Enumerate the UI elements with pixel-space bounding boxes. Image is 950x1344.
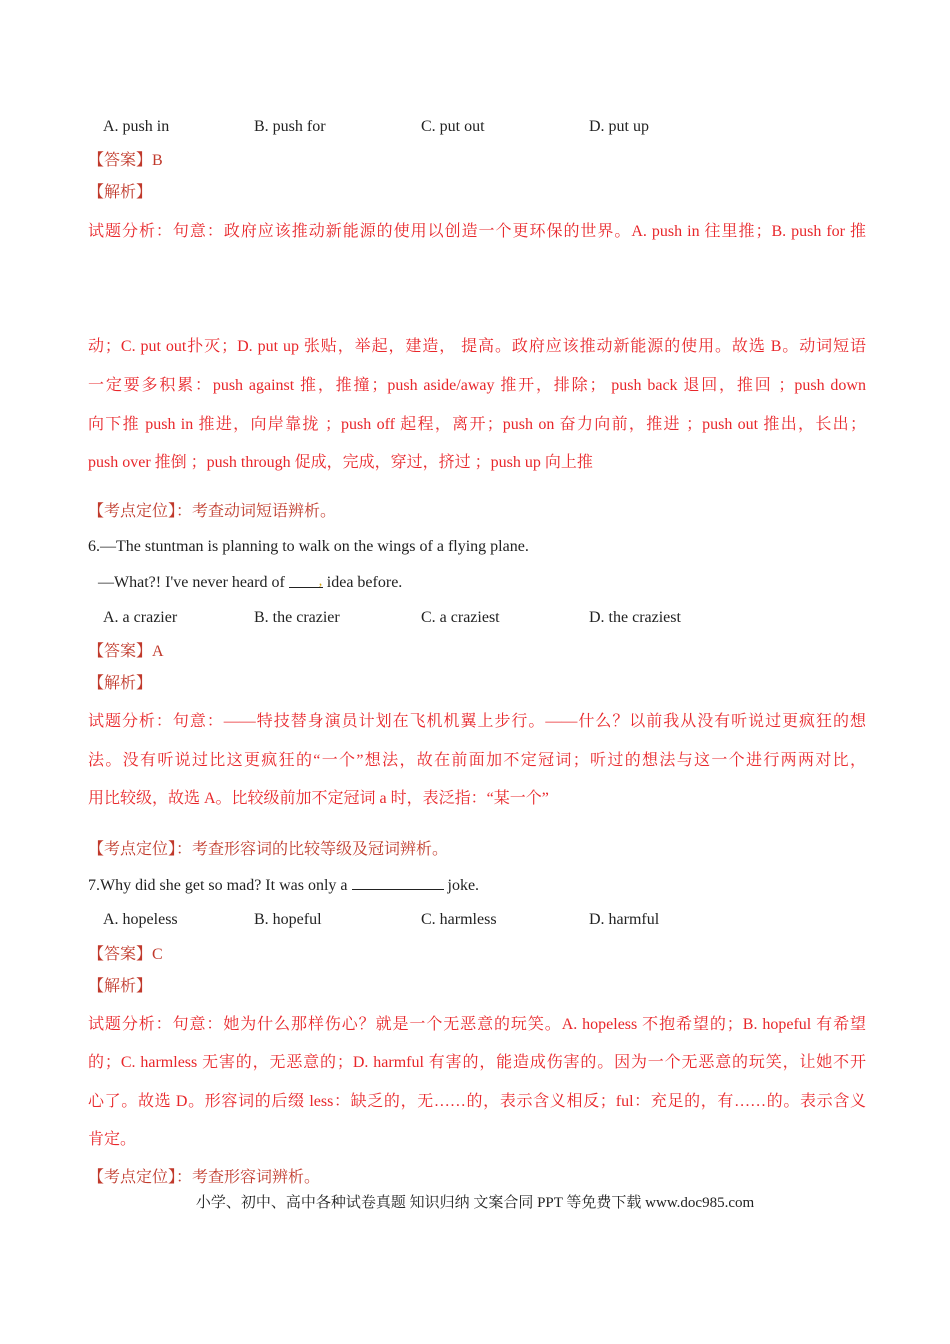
page-footer: 小学、初中、高中各种试卷真题 知识归纳 文案合同 PPT 等免费下载 www.doc985.com [195, 1195, 755, 1211]
kaodian-label: 【考点定位】 [88, 503, 177, 520]
q5-analysis-label [88, 183, 152, 203]
kaodian-text: ：考查形容词的比较等级及冠词辨析。 [176, 841, 449, 858]
q7-option-b: B. hopeful [254, 911, 322, 928]
q5-analysis-line: 一定要多积累：push against 推，推撞；push aside/away 推开，排除； push back 退回，推回 ；push down [88, 377, 866, 394]
q5-option-a: A. push in [103, 118, 170, 135]
q5-option-b: B. push for [254, 118, 326, 135]
q7-option-c: C. harmless [421, 911, 497, 928]
q6-stem-line1: 6.—The stuntman is planning to walk on the wings of a flying plane. [88, 538, 529, 555]
q7-option-d: D. harmful [589, 911, 660, 928]
answer-value: C [152, 946, 163, 963]
answer-label: 【答案】 [88, 152, 153, 169]
analysis-label: 【解析】 [88, 184, 153, 201]
answer-value: A [152, 643, 164, 660]
answer-value: B [152, 152, 163, 169]
q5-kaodian [88, 502, 336, 522]
q7-analysis-line: 心了。故选 D。形容词的后缀 less：缺乏的，无……的，表示含义相反；ful：充足的，有……的。表示含义 [88, 1093, 866, 1110]
q7-kaodian [88, 1168, 320, 1188]
q6-analysis-line: 法。没有听说过比这更疯狂的“一个”想法，故在前面加不定冠词；听过的想法与这一个进行两两对比， [88, 752, 866, 769]
q6-stem-part: —What?! I've never heard of [98, 574, 289, 591]
q7-analysis-line: 肯定。 [88, 1131, 137, 1148]
q5-analysis-line: 动；C. put out扑灭；D. put up 张贴，举起，建造， 提高。政府应该推动新能源的使用。故选 B。动词短语 [88, 338, 866, 355]
q6-stem-line2 [98, 573, 402, 593]
q6-option-b: B. the crazier [254, 609, 340, 626]
answer-label: 【答案】 [88, 643, 153, 660]
q7-answer [88, 945, 163, 965]
q6-analysis-label [88, 674, 152, 694]
q7-stem-part: 7.Why did she get so mad? It was only a [88, 877, 352, 894]
q6-kaodian [88, 840, 448, 860]
q7-analysis-line: 试题分析：句意：她为什么那样伤心？就是一个无恶意的玩笑。A. hopeless 不抱希望的；B. hopeful 有希望 [88, 1016, 866, 1033]
answer-blank [352, 875, 444, 890]
q7-analysis-line: 的；C. harmless 无害的，无恶意的；D. harmful 有害的，能造成伤害的。因为一个无恶意的玩笑，让她不开 [88, 1054, 866, 1071]
q6-option-c: C. a craziest [421, 609, 500, 626]
q5-answer [88, 151, 163, 171]
kaodian-label: 【考点定位】 [88, 1169, 177, 1186]
q6-answer [88, 642, 164, 662]
analysis-label: 【解析】 [88, 675, 153, 692]
answer-label: 【答案】 [88, 946, 153, 963]
kaodian-label: 【考点定位】 [88, 841, 177, 858]
q6-analysis-line: 用比较级，故选 A。比较级前加不定冠词 a 时，表泛指：“某一个” [88, 790, 549, 807]
q5-option-d: D. put up [589, 118, 649, 135]
kaodian-text: ：考查动词短语辨析。 [176, 503, 337, 520]
q6-option-a: A. a crazier [103, 609, 178, 626]
q5-analysis-line: 向下推 push in 推进，向岸靠拢 ；push off 起程，离开；push on 奋力向前，推进 ；push out 推出，长出； [88, 416, 866, 433]
kaodian-text: ：考查形容词辨析。 [176, 1169, 321, 1186]
q5-analysis-line: push over 推倒 ；push through 促成，完成，穿过，挤过 ；push up 向上推 [88, 454, 593, 471]
q7-stem-part: joke. [443, 877, 480, 894]
answer-blank: , [289, 573, 323, 588]
q7-option-a: A. hopeless [103, 911, 178, 928]
q6-analysis-line: 试题分析：句意：——特技替身演员计划在飞机机翼上步行。——什么？以前我从没有听说过更疯狂的想 [88, 713, 866, 730]
analysis-label: 【解析】 [88, 978, 153, 995]
watermark [467, 468, 526, 513]
q7-analysis-label [88, 977, 152, 997]
q5-option-c: C. put out [421, 118, 485, 135]
q6-stem-part: idea before. [322, 574, 403, 591]
q7-stem [88, 875, 479, 896]
q6-option-d: D. the craziest [589, 609, 681, 626]
q5-analysis-line: 试题分析：句意：政府应该推动新能源的使用以创造一个更环保的世界。A. push in 往里推；B. push for 推 [88, 223, 866, 240]
